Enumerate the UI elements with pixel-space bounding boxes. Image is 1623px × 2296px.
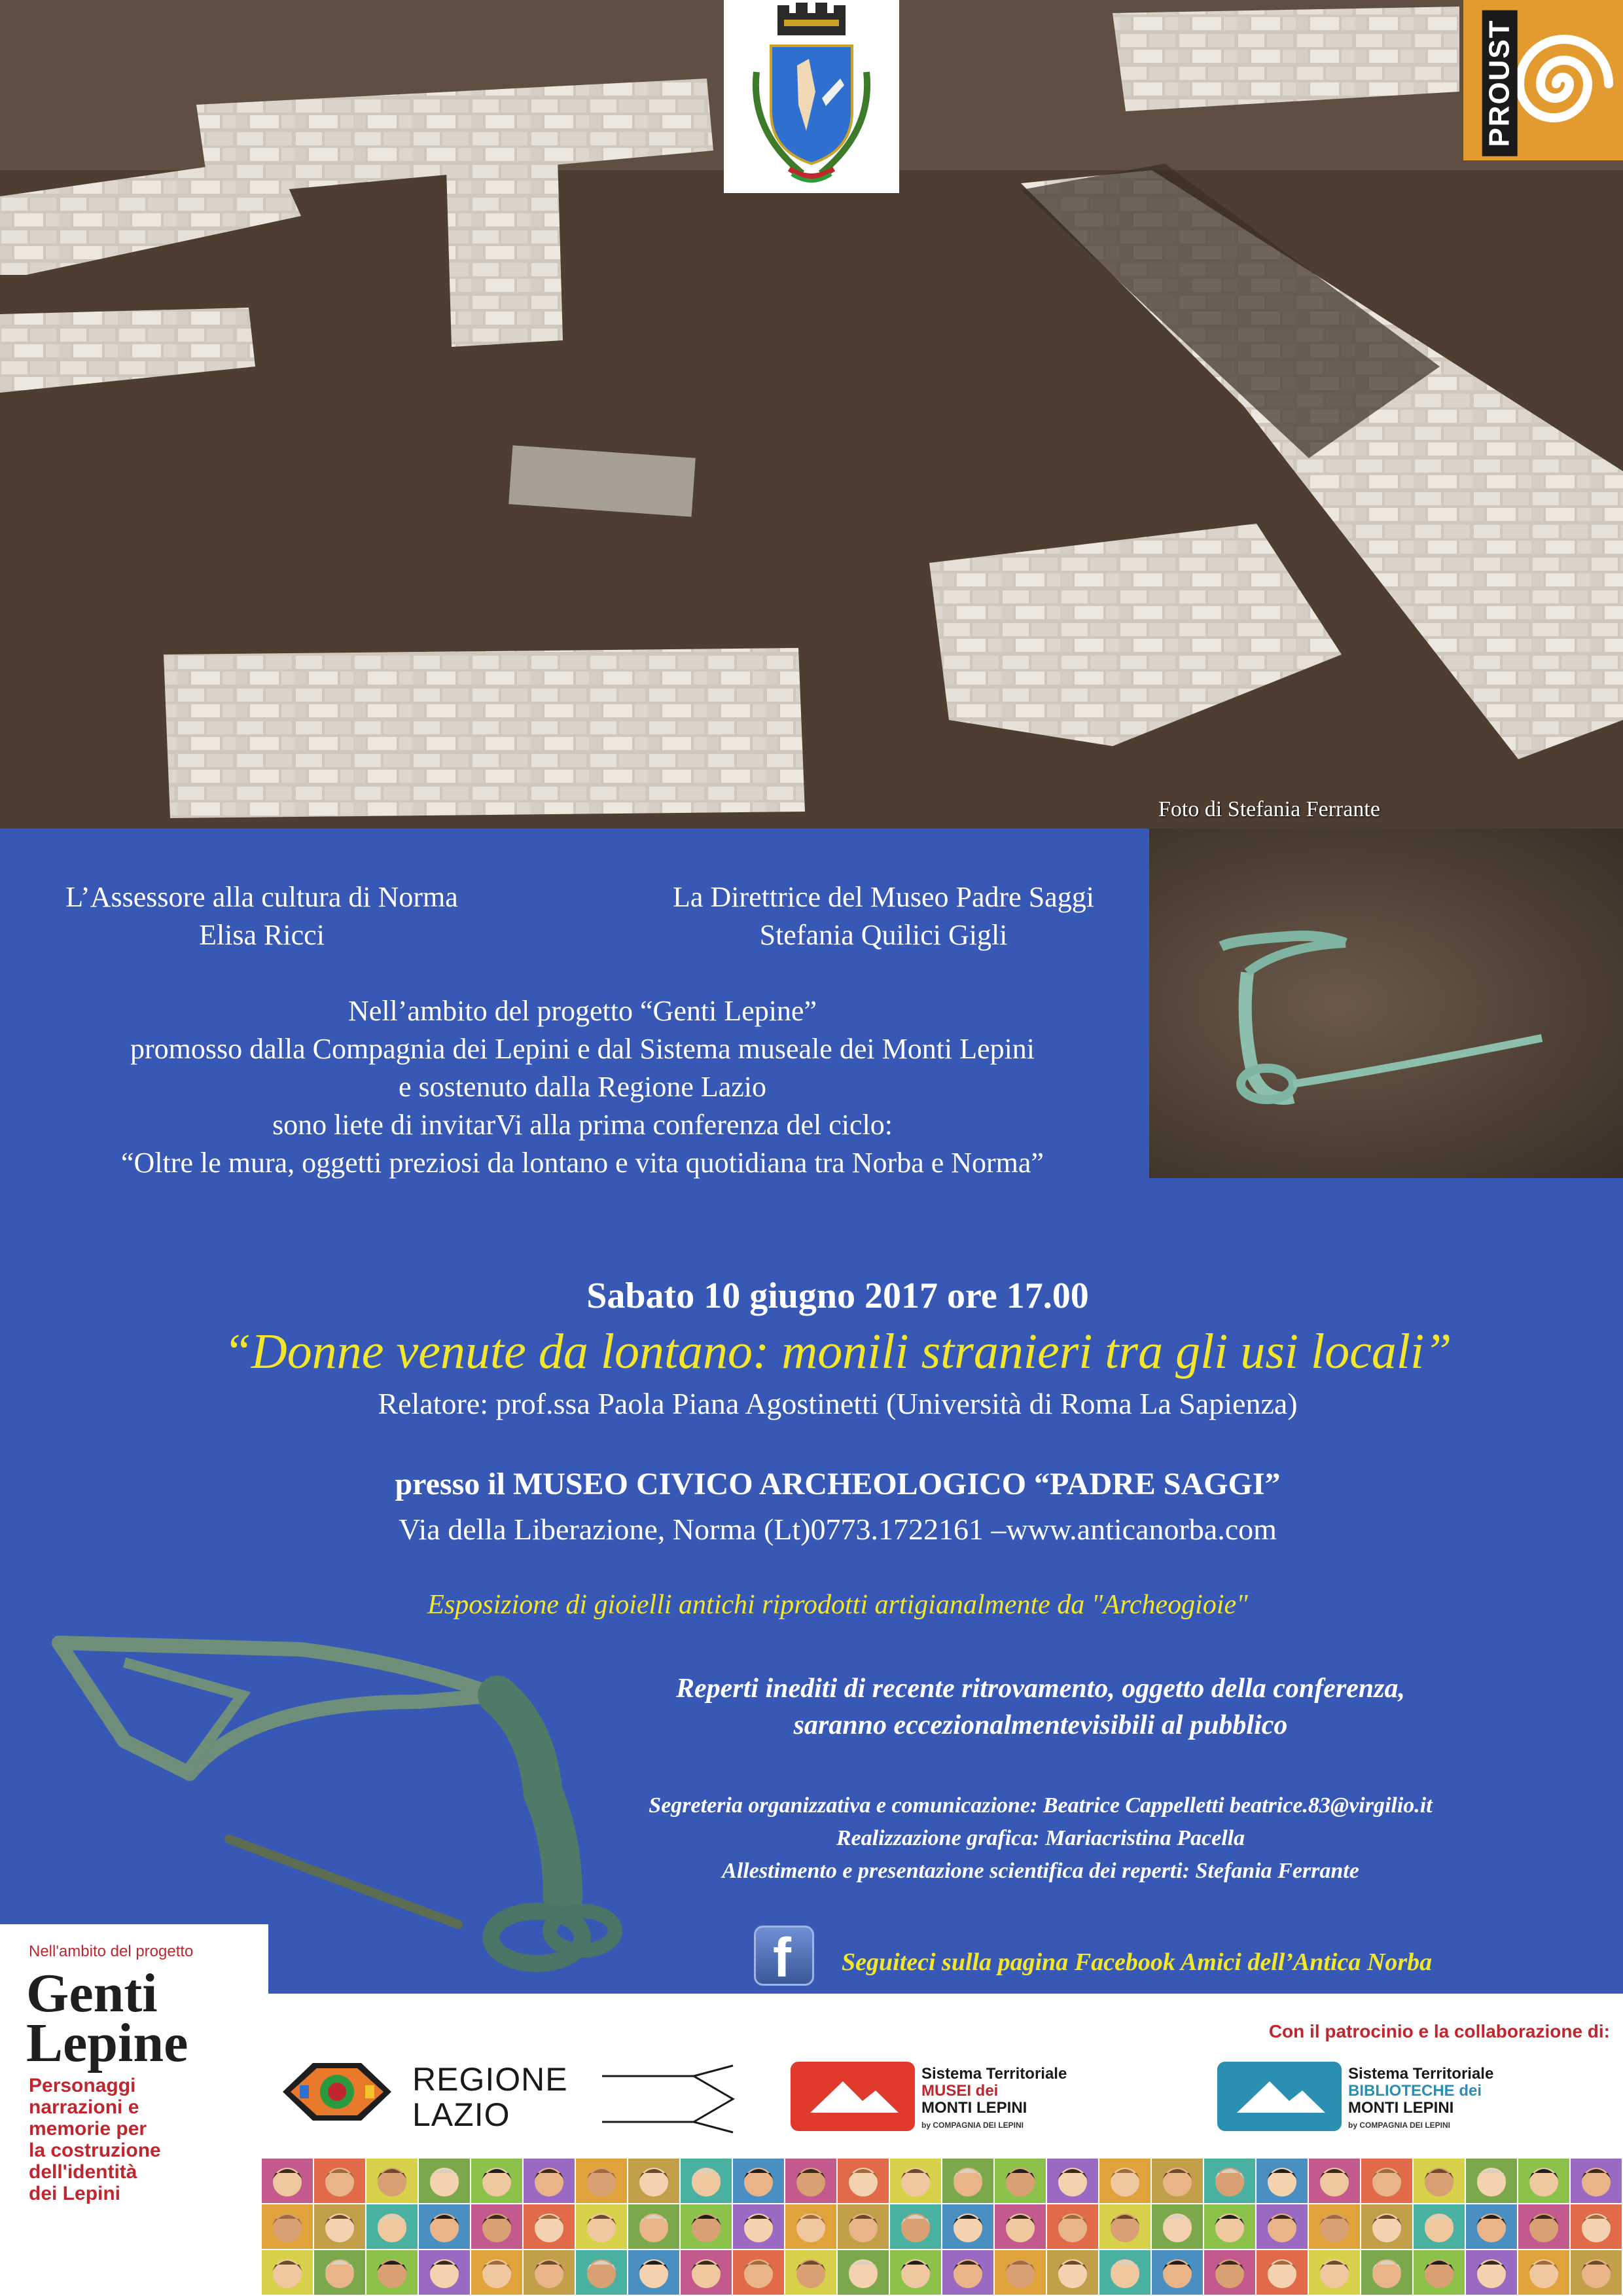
avatar-tile [1361, 2159, 1412, 2203]
avatar-tile [628, 2250, 679, 2295]
avatar-tile [1047, 2250, 1098, 2295]
biblio-sub: by COMPAGNIA DEI LEPINI [1348, 2121, 1451, 2130]
avatar-tile [838, 2204, 889, 2249]
avatar-tile [785, 2159, 836, 2203]
avatar-tile [1152, 2204, 1203, 2249]
avatar-tile [1204, 2204, 1255, 2249]
event-speaker: Relatore: prof.ssa Paola Piana Agostinetti (Università di Roma La Sapienza) [378, 1387, 1298, 1420]
fibula-in-soil-photo [1149, 829, 1623, 1178]
avatar-tile [1414, 2204, 1465, 2249]
avatar-tile [576, 2250, 627, 2295]
intro-paragraph [26, 992, 1139, 1182]
avatar-tile [1518, 2159, 1569, 2203]
avatar-tile [419, 2159, 470, 2203]
genti-lepine-word: Genti [26, 1963, 158, 2024]
exhibition-note: Esposizione di gioielli antichi riprodotti artigianalmente da "Archeogioie" [427, 1590, 1248, 1620]
avatar-tile [1257, 2204, 1308, 2249]
coat-of-arms-icon [724, 0, 899, 193]
tagline-line: la costruzione [29, 2140, 161, 2161]
avatar-tile [1309, 2250, 1360, 2295]
intro-line: e sostenuto dalla Regione Lazio [398, 1071, 767, 1103]
avatar-tile [1466, 2204, 1517, 2249]
avatar-tile [262, 2159, 313, 2203]
avatar-tile [890, 2159, 941, 2203]
avatar-tile [366, 2250, 418, 2295]
avatar-tile [524, 2159, 575, 2203]
avatar-tile [1047, 2204, 1098, 2249]
biblio-line: Sistema Territoriale [1348, 2065, 1494, 2083]
avatar-tile [1466, 2159, 1517, 2203]
avatar-tile [995, 2250, 1046, 2295]
avatar-tile [733, 2250, 784, 2295]
avatar-tile [1152, 2159, 1203, 2203]
reperti-note [589, 1670, 1492, 1744]
avatar-tile [733, 2159, 784, 2203]
musei-lepini-logo [921, 2066, 1067, 2134]
proust-logo [1463, 0, 1623, 160]
genti-lepine-tagline [29, 2075, 264, 2204]
fibula-soil-illustration [1149, 829, 1623, 1178]
direttrice-role: La Direttrice del Museo Padre Saggi [673, 881, 1094, 913]
reperti-line: saranno eccezionalmentevisibili al pubblico [793, 1710, 1288, 1740]
event-title: “Donne venute da lontano: monili stranieri tra gli usi locali” [223, 1324, 1452, 1379]
assessore-name: Elisa Ricci [199, 919, 325, 951]
facebook-link[interactable]: Seguiteci sulla pagina Facebook Amici dell’Antica Norba [842, 1948, 1433, 1976]
avatar-tile [995, 2204, 1046, 2249]
avatar-tile [1414, 2159, 1465, 2203]
avatar-tile [1099, 2250, 1150, 2295]
avatar-tile [419, 2204, 470, 2249]
avatar-tile [471, 2250, 522, 2295]
intro-line: promosso dalla Compagnia dei Lepini e dal Sistema museale dei Monti Lepini [130, 1033, 1035, 1065]
avatar-tile [1309, 2159, 1360, 2203]
coat-of-arms-logo [724, 0, 899, 193]
regione-lazio-logo [412, 2062, 568, 2132]
proust-wordmark: PROUST [1482, 10, 1518, 156]
avatar-tile [314, 2250, 365, 2295]
avatar-tile [890, 2204, 941, 2249]
musei-line: Sistema Territoriale [921, 2065, 1067, 2083]
biblioteche-lepini-logo [1348, 2066, 1493, 2134]
avatar-tile [1257, 2159, 1308, 2203]
event-address: Via della Liberazione, Norma (Lt)0773.1722161 –www.anticanorba.com [399, 1513, 1277, 1546]
avatar-tile [1571, 2250, 1622, 2295]
avatar-tile [681, 2159, 732, 2203]
direttrice-block [641, 878, 1126, 954]
avatar-tile [1518, 2250, 1569, 2295]
avatar-tile [1414, 2250, 1465, 2295]
avatar-tile [733, 2204, 784, 2249]
avatar-tile [785, 2250, 836, 2295]
credits-block [589, 1789, 1492, 1888]
avatar-tile [524, 2204, 575, 2249]
avatar-tile [995, 2159, 1046, 2203]
avatar-tile [838, 2159, 889, 2203]
biblioteche-lepini-emblem-icon [1217, 2062, 1342, 2131]
compagnia-lepini-emblem-icon [280, 2060, 394, 2123]
regione-word: REGIONE [412, 2061, 568, 2098]
avatar-tile [1099, 2204, 1150, 2249]
avatar-tile [942, 2250, 993, 2295]
patronage-heading: Con il patrocinio e la collaborazione di: [1268, 2021, 1610, 2041]
event-date: Sabato 10 giugno 2017 ore 17.00 [586, 1276, 1089, 1316]
reperti-line: Reperti inediti di recente ritrovamento, oggetto della conferenza, [675, 1674, 1406, 1704]
genti-lepine-logo [26, 1963, 262, 2073]
tagline-line: dell'identità [29, 2161, 137, 2183]
credits-line: Segreteria organizzativa e comunicazione: Beatrice Cappelletti beatrice.83@virgilio.it [649, 1793, 1433, 1818]
avatar-tile [681, 2250, 732, 2295]
avatar-tile [1571, 2204, 1622, 2249]
assessore-block [26, 878, 497, 954]
tagline-line: narrazioni e [29, 2096, 139, 2118]
avatar-tile [1518, 2204, 1569, 2249]
avatar-tile [1204, 2159, 1255, 2203]
avatar-tile [1309, 2204, 1360, 2249]
avatar-tile [366, 2204, 418, 2249]
avatar-tile [471, 2204, 522, 2249]
genti-lepine-word: Lepine [26, 2013, 188, 2073]
avatar-tile [524, 2250, 575, 2295]
avatar-tile [681, 2204, 732, 2249]
avatar-tile [942, 2204, 993, 2249]
avatar-tile [471, 2159, 522, 2203]
direttrice-name: Stefania Quilici Gigli [759, 919, 1008, 951]
avatar-tile [1204, 2250, 1255, 2295]
regione-lazio-mark-icon [602, 2063, 740, 2135]
avatar-mosaic [262, 2157, 1623, 2296]
avatar-tile [838, 2250, 889, 2295]
avatar-tile [1257, 2250, 1308, 2295]
avatar-tile [1361, 2204, 1412, 2249]
avatar-tile [366, 2159, 418, 2203]
musei-line: MUSEI dei [921, 2082, 999, 2100]
avatar-tile [576, 2159, 627, 2203]
avatar-tile [314, 2204, 365, 2249]
intro-line: sono liete di invitarVi alla prima conferenza del ciclo: [272, 1109, 893, 1141]
assessore-role: L’Assessore alla cultura di Norma [65, 881, 458, 913]
biblio-line: MONTI LEPINI [1348, 2099, 1454, 2117]
avatar-tile [1571, 2159, 1622, 2203]
intro-line: “Oltre le mura, oggetti preziosi da lontano e vita quotidiana tra Norba e Norma” [121, 1147, 1044, 1179]
avatar-tile [942, 2159, 993, 2203]
avatar-tile [628, 2159, 679, 2203]
tagline-line: dei Lepini [29, 2183, 121, 2204]
musei-line: MONTI LEPINI [921, 2099, 1027, 2117]
avatar-tile [1099, 2159, 1150, 2203]
avatar-tile [785, 2204, 836, 2249]
avatar-tile [890, 2250, 941, 2295]
avatar-tile [1152, 2250, 1203, 2295]
avatar-tile [262, 2250, 313, 2295]
avatar-tile [314, 2159, 365, 2203]
avatar-tile [419, 2250, 470, 2295]
photo-credit: Foto di Stefania Ferrante [1158, 797, 1380, 821]
lazio-word: LAZIO [412, 2096, 510, 2133]
musei-lepini-emblem-icon [791, 2062, 915, 2131]
musei-sub: by COMPAGNIA DEI LEPINI [921, 2121, 1024, 2130]
intro-line: Nell’ambito del progetto “Genti Lepine” [348, 995, 817, 1027]
facebook-icon[interactable] [754, 1926, 814, 1986]
avatar-tile [262, 2204, 313, 2249]
credits-line: Allestimento e presentazione scientifica dei reperti: Stefania Ferrante [722, 1859, 1359, 1883]
tagline-line: memorie per [29, 2118, 147, 2140]
genti-lepine-kicker: Nell'ambito del progetto [29, 1943, 194, 1960]
event-venue: presso il MUSEO CIVICO ARCHEOLOGICO “PADRE SAGGI” [395, 1467, 1281, 1501]
tagline-line: Personaggi [29, 2075, 136, 2096]
avatar-tile [576, 2204, 627, 2249]
avatar-tile [1047, 2159, 1098, 2203]
avatar-tile [1361, 2250, 1412, 2295]
avatar-tile [628, 2204, 679, 2249]
facebook-icon-letter: f [773, 1927, 791, 1988]
credits-line: Realizzazione grafica: Mariacristina Pacella [836, 1826, 1245, 1850]
biblio-line: BIBLIOTECHE dei [1348, 2082, 1482, 2100]
avatar-tile [1466, 2250, 1517, 2295]
